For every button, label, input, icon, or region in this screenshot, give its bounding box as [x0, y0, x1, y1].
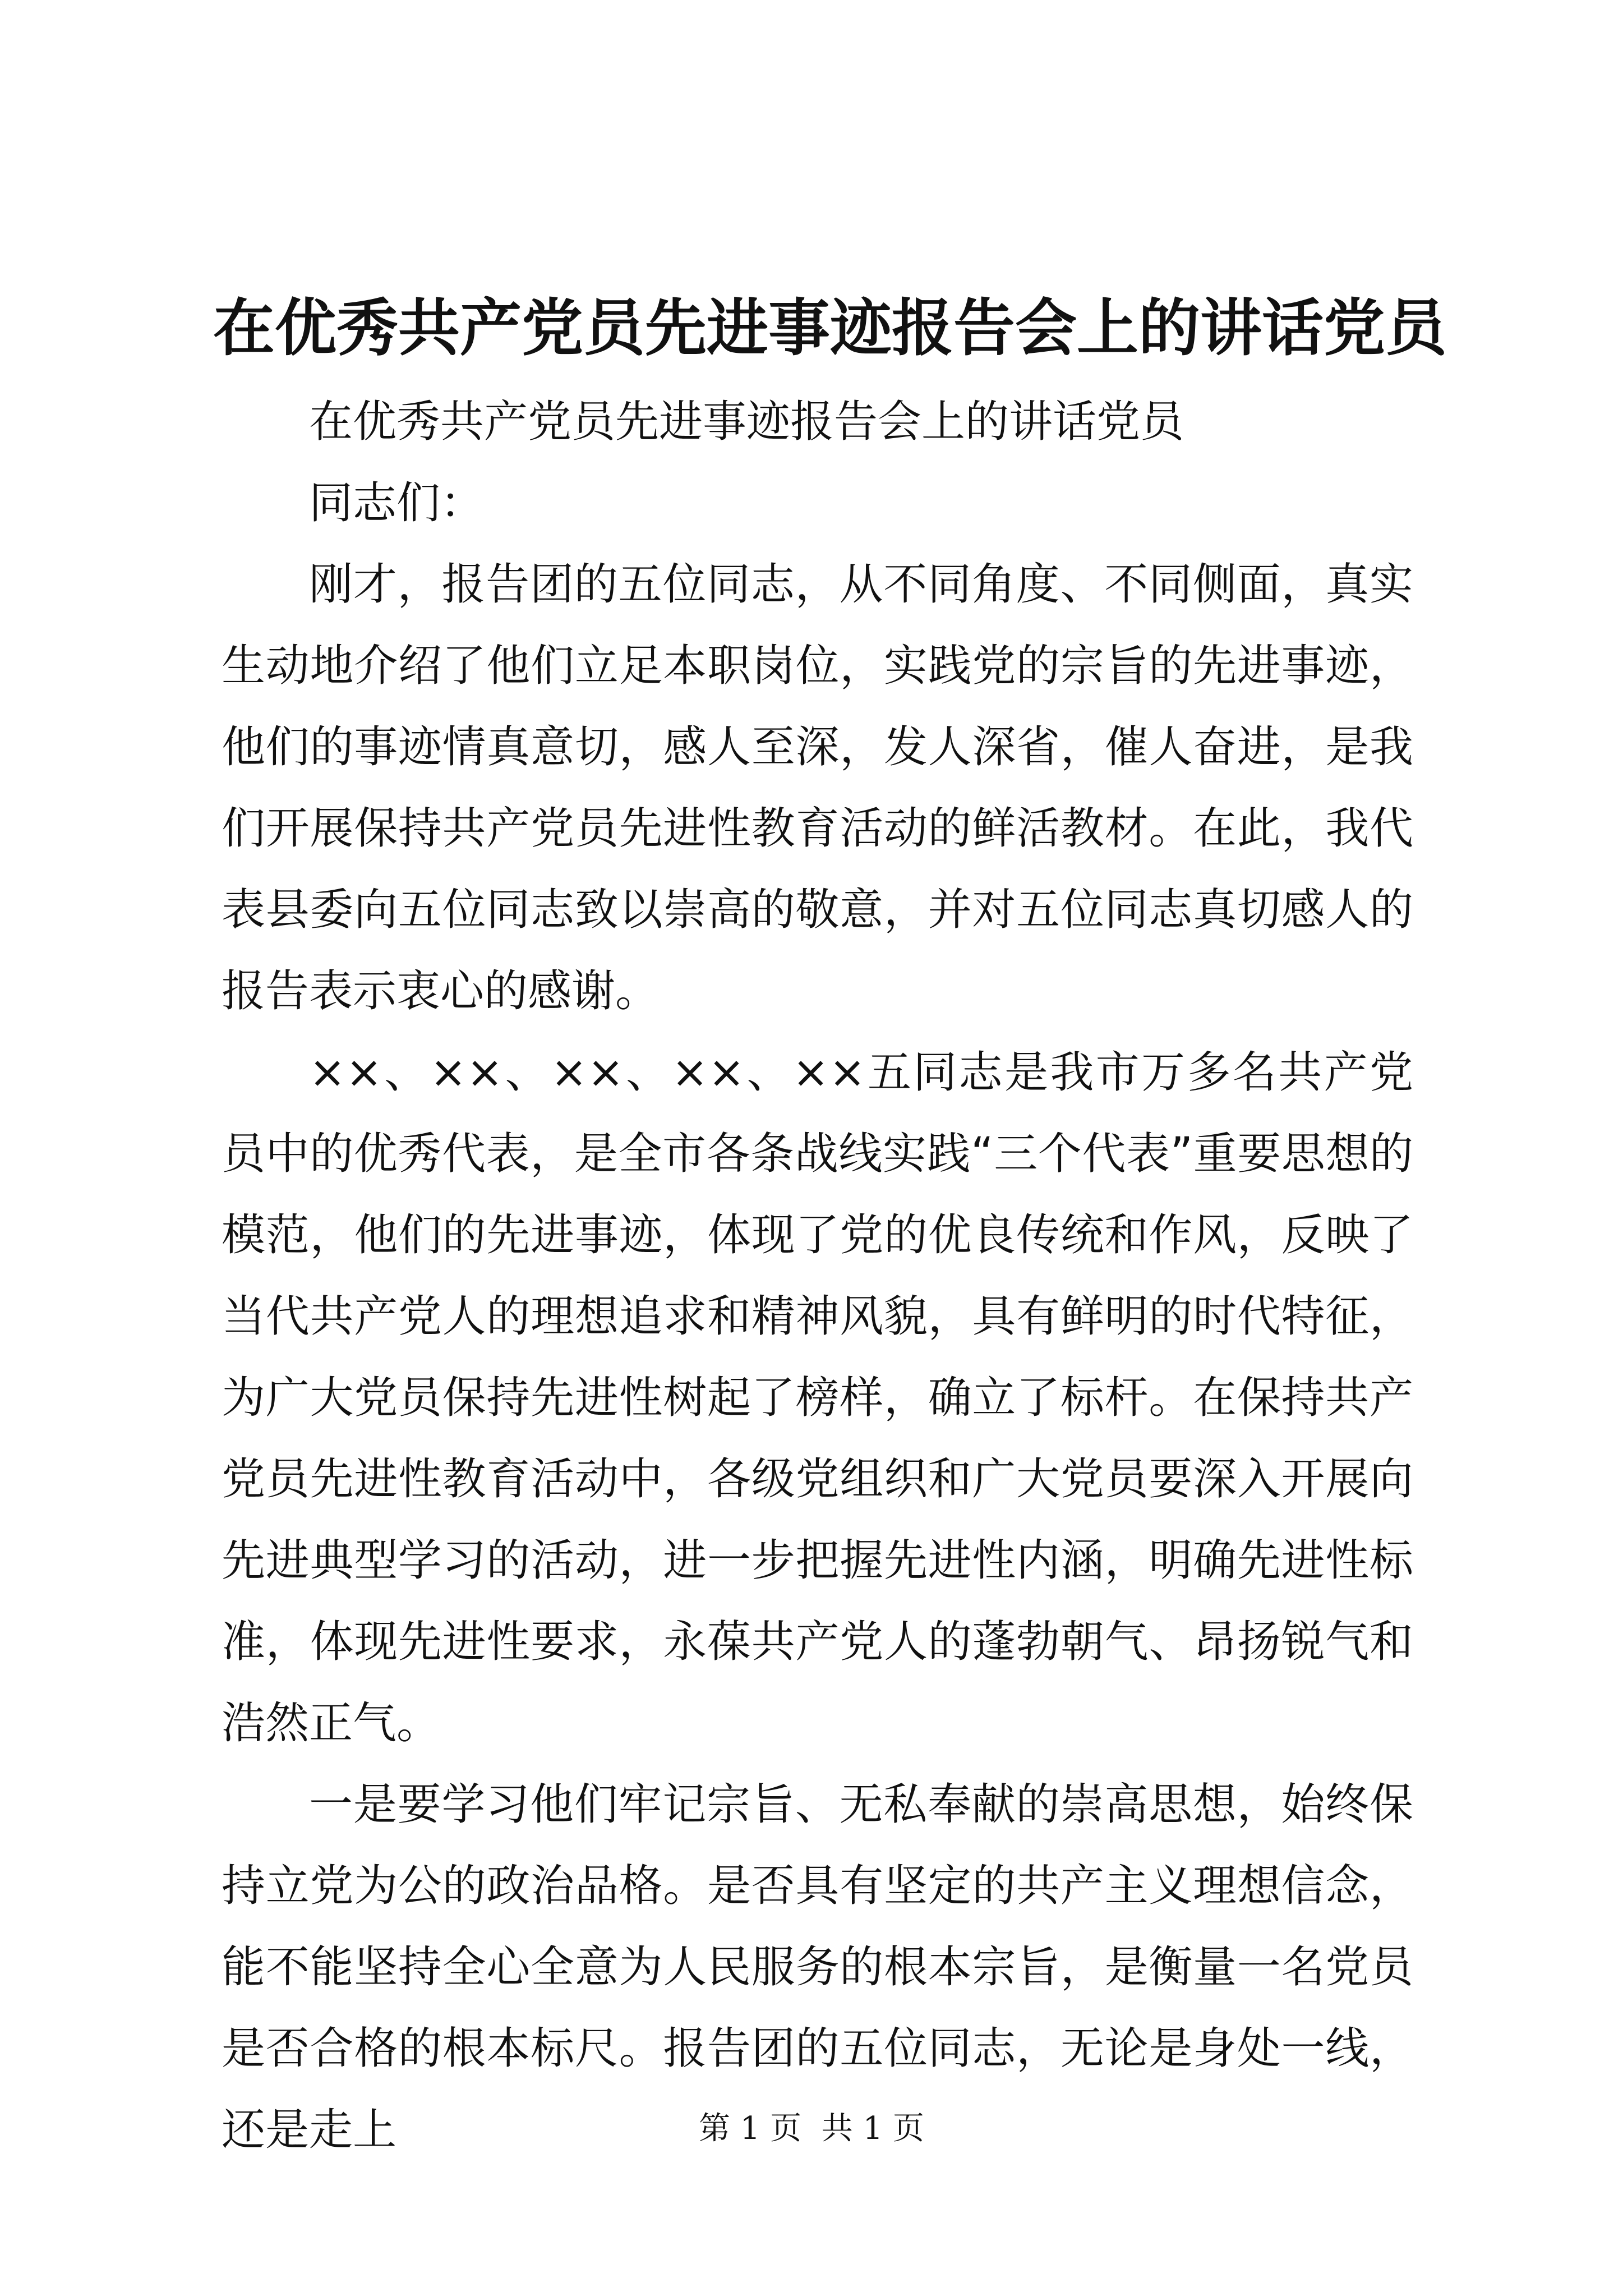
page-footer: 第 1 页 共 1 页	[698, 2110, 925, 2147]
salutation-paragraph: 同志们：	[309, 478, 485, 528]
body-paragraph: 一是要学习他们牢记宗旨、无私奉献的崇高思想，始终保持立党为公的政治品格。是否具有坚定的共产主义理想信念，能不能坚持全心全意为人民服务的根本宗旨，是衡量一名党员是否合格的根本标尺。报告团的五位同志，无论是身处一线，还是走上	[222, 1779, 1413, 2155]
body-paragraph: 刚才，报告团的五位同志，从不同角度、不同侧面，真实生动地介绍了他们立足本职岗位，实践党的宗旨的先进事迹，他们的事迹情真意切，感人至深，发人深省，催人奋进，是我们开展保持共产党员先进性教育活动的鲜活教材。在此，我代表县委向五位同志致以崇高的敬意，并对五位同志真切感人的报告表示衷心的感谢。	[222, 559, 1413, 1016]
document-body	[222, 381, 1413, 2171]
document-title: 在优秀共产党员先进事迹报告会上的讲话党员	[213, 292, 1447, 364]
body-paragraph: ××、××、××、××、××五同志是我市万多名共产党员中的优秀代表，是全市各条战线实践“三个代表”重要思想的模范，他们的先进事迹，体现了党的优良传统和作风，反映了当代共产党人的理想追求和精神风貌，具有鲜明的时代特征，为广大党员保持先进性树起了榜样，确立了标杆。在保持共产党员先进性教育活动中，各级党组织和广大党员要深入开展向先进典型学习的活动，进一步把握先进性内涵，明确先进性标准，体现先进性要求，永葆共产党人的蓬勃朝气、昂扬锐气和浩然正气。	[222, 1047, 1413, 1749]
subtitle-paragraph: 在优秀共产党员先进事迹报告会上的讲话党员	[309, 397, 1184, 447]
